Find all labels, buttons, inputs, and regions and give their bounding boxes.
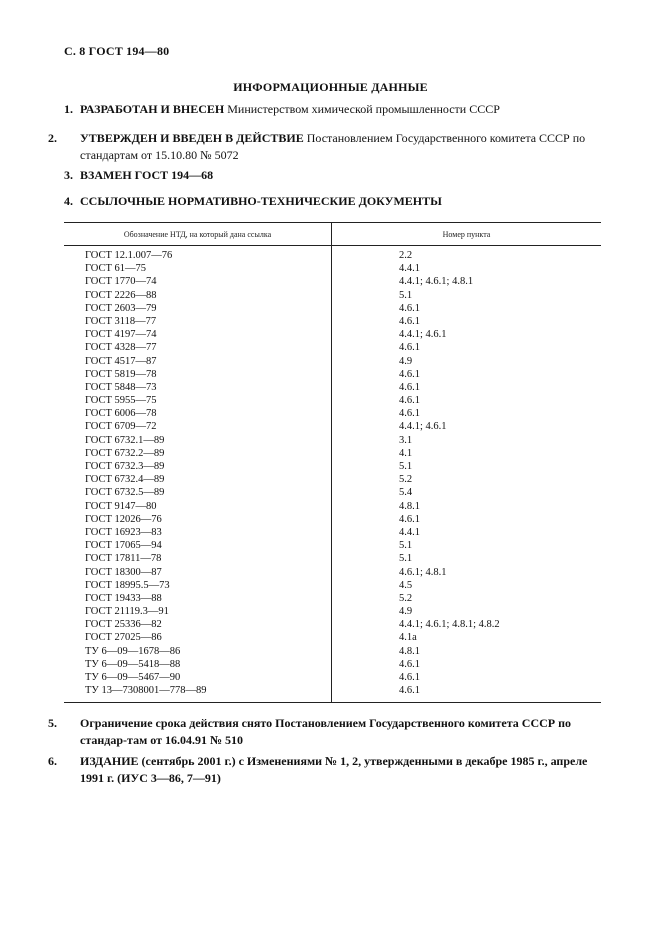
item-2 (48, 130, 612, 164)
table-row (64, 618, 601, 631)
table-row (64, 486, 601, 499)
table-row (64, 500, 601, 513)
section-title: ИНФОРМАЦИОННЫЕ ДАННЫЕ (233, 80, 428, 94)
clause-number: 5.1 (399, 461, 413, 472)
document-designation: ГОСТ 3118—77 (85, 315, 157, 327)
clause-number: 5.1 (399, 289, 413, 301)
document-designation: ГОСТ 27025—86 (85, 632, 162, 644)
table-row (64, 513, 601, 526)
item-number: 5. (48, 716, 57, 730)
clause-number: 5.1 (399, 553, 413, 565)
document-designation: ГОСТ 4328—77 (85, 342, 157, 354)
table-row (64, 566, 601, 579)
document-designation: ГОСТ 5819—78 (85, 368, 157, 380)
item-text: (сентябрь 2001 г.) с Изменениями № 1, 2, утвержденными в декабре 1985 г., апреле 1991 г. (ИУС 3—86, 7—91) (80, 754, 588, 785)
item-4 (64, 193, 612, 210)
document-designation: ГОСТ 2226—88 (85, 289, 157, 301)
document-designation: ГОСТ 6732.3—89 (85, 461, 165, 472)
document-designation: ГОСТ 5848—73 (85, 381, 157, 393)
clause-number: 4.6.1 (399, 315, 420, 327)
item-3 (64, 167, 612, 184)
document-designation: ГОСТ 12.1.007—76 (85, 250, 173, 261)
clause-number: 5.2 (399, 592, 413, 604)
document-designation: ТУ 13—7308001—778—89 (85, 685, 207, 697)
document-designation: ГОСТ 19433—88 (85, 592, 162, 604)
document-designation: ГОСТ 4517—87 (85, 355, 157, 367)
document-designation: ГОСТ 9147—80 (85, 500, 157, 512)
document-designation: ГОСТ 6006—78 (85, 408, 157, 420)
item-5 (48, 715, 612, 749)
document-designation: ГОСТ 61—75 (85, 263, 147, 275)
table-row (64, 328, 601, 341)
clause-number: 4.6.1 (399, 342, 420, 354)
item-number: 1. (64, 102, 73, 116)
clause-number: 2.2 (399, 250, 413, 261)
clause-number: 4.4.1; 4.6.1; 4.8.1; 4.8.2 (399, 619, 500, 631)
clause-number: 5.1 (399, 540, 413, 552)
table-row (64, 262, 601, 275)
item-text: Постановлением Государственного комитета СССР по стандартам от 15.10.80 № 5072 (80, 131, 586, 162)
document-designation: ГОСТ 6732.2—89 (85, 447, 165, 459)
table-row (64, 381, 601, 394)
clause-number: 4.4.1; 4.6.1 (399, 329, 447, 341)
item-text: Министерством химической промышленности СССР (224, 102, 500, 116)
clause-number: 4.6.1 (399, 368, 420, 380)
table-row (64, 684, 601, 697)
document-designation: ГОСТ 6732.1—89 (85, 434, 165, 446)
document-designation: ГОСТ 6732.5—89 (85, 487, 165, 499)
item-number: 4. (64, 194, 73, 208)
table-row (64, 579, 601, 592)
table-row (64, 407, 601, 420)
document-designation: ГОСТ 25336—82 (85, 619, 162, 631)
header-clause-number: Номер пункта (442, 229, 491, 239)
item-bold: ССЫЛОЧНЫЕ НОРМАТИВНО-ТЕХНИЧЕСКИЕ ДОКУМЕНТЫ (80, 194, 442, 208)
table-row (64, 460, 601, 473)
table-row (64, 671, 601, 684)
page-header: С. 8 ГОСТ 194—80 (64, 44, 170, 58)
clause-number: 4.6.1 (399, 513, 420, 525)
table-row (64, 526, 601, 539)
document-designation: ГОСТ 18995.5—73 (85, 579, 170, 591)
table-row (64, 394, 601, 407)
item-text: Ограничение срока действия снято Постановлением Государственного комитета СССР по стандар-там от 16.04.91 № 510 (80, 716, 572, 747)
clause-number: 4.5 (399, 579, 413, 591)
document-designation: ТУ 6—09—5467—90 (85, 672, 181, 683)
clause-number: 4.6.1 (399, 302, 420, 314)
clause-number: 5.2 (399, 474, 413, 486)
table-row (64, 368, 601, 381)
item-6 (48, 753, 612, 787)
clause-number: 4.6.1 (399, 658, 420, 670)
table-row (64, 631, 601, 644)
table-row (64, 355, 601, 368)
table-row (64, 341, 601, 354)
table-row (64, 249, 601, 262)
clause-number: 3.1 (399, 434, 413, 446)
document-designation: ГОСТ 6709—72 (85, 421, 157, 433)
document-designation: ГОСТ 18300—87 (85, 566, 162, 578)
item-bold: РАЗРАБОТАН И ВНЕСЕН (80, 102, 225, 116)
document-designation: ГОСТ 5955—75 (85, 395, 157, 407)
document-designation: ГОСТ 6732.4—89 (85, 474, 165, 486)
table-header (64, 223, 601, 246)
document-designation: ГОСТ 21119.3—91 (85, 606, 169, 618)
table-row (64, 289, 601, 302)
item-number: 3. (64, 168, 73, 182)
table-row (64, 302, 601, 315)
table-row (64, 605, 601, 618)
column-divider (331, 246, 332, 702)
item-bold: УТВЕРЖДЕН И ВВЕДЕН В ДЕЙСТВИЕ (80, 131, 304, 145)
document-designation: ГОСТ 1770—74 (85, 276, 157, 288)
table-row (64, 539, 601, 552)
clause-number: 5.4 (399, 487, 413, 499)
clause-number: 4.6.1; 4.8.1 (399, 566, 447, 578)
clause-number: 4.6.1 (399, 395, 420, 407)
clause-number: 4.9 (399, 606, 413, 618)
table-row (64, 434, 601, 447)
table-row (64, 645, 601, 658)
document-designation: ГОСТ 4197—74 (85, 329, 157, 341)
item-1 (64, 101, 612, 118)
item-number: 6. (48, 754, 57, 768)
clause-number: 4.6.1 (399, 381, 420, 393)
item-number: 2. (48, 131, 57, 145)
table-row (64, 658, 601, 671)
clause-number: 4.4.1; 4.6.1; 4.8.1 (399, 276, 474, 288)
table-row (64, 315, 601, 328)
clause-number: 4.9 (399, 355, 413, 367)
document-designation: ГОСТ 2603—79 (85, 302, 157, 314)
item-bold: ВЗАМЕН ГОСТ 194—68 (80, 168, 214, 182)
table-row (64, 275, 601, 288)
clause-number: 4.8.1 (399, 500, 420, 512)
document-designation: ГОСТ 12026—76 (85, 513, 162, 525)
clause-number: 4.6.1 (399, 685, 420, 697)
clause-number: 4.1а (399, 632, 417, 644)
table-body (64, 246, 601, 702)
document-designation: ГОСТ 16923—83 (85, 526, 162, 538)
table-row (64, 473, 601, 486)
table-row (64, 552, 601, 565)
document-designation: ГОСТ 17811—78 (85, 553, 162, 565)
document-designation: ТУ 6—09—5418—88 (85, 658, 181, 670)
document-designation: ГОСТ 17065—94 (85, 540, 162, 552)
clause-number: 4.8.1 (399, 645, 420, 657)
table-row (64, 447, 601, 460)
clause-number: 4.6.1 (399, 408, 420, 420)
table-row (64, 592, 601, 605)
clause-number: 4.6.1 (399, 672, 420, 683)
header-document-designation: Обозначение НТД, на который дана ссылка (64, 223, 332, 245)
item-bold: ИЗДАНИЕ (80, 754, 139, 768)
document-designation: ТУ 6—09—1678—86 (85, 645, 181, 657)
reference-documents-table (64, 222, 601, 703)
clause-number: 4.4.1 (399, 263, 420, 275)
table-row (64, 420, 601, 433)
clause-number: 4.1 (399, 447, 413, 459)
clause-number: 4.4.1; 4.6.1 (399, 421, 447, 433)
clause-number: 4.4.1 (399, 526, 420, 538)
